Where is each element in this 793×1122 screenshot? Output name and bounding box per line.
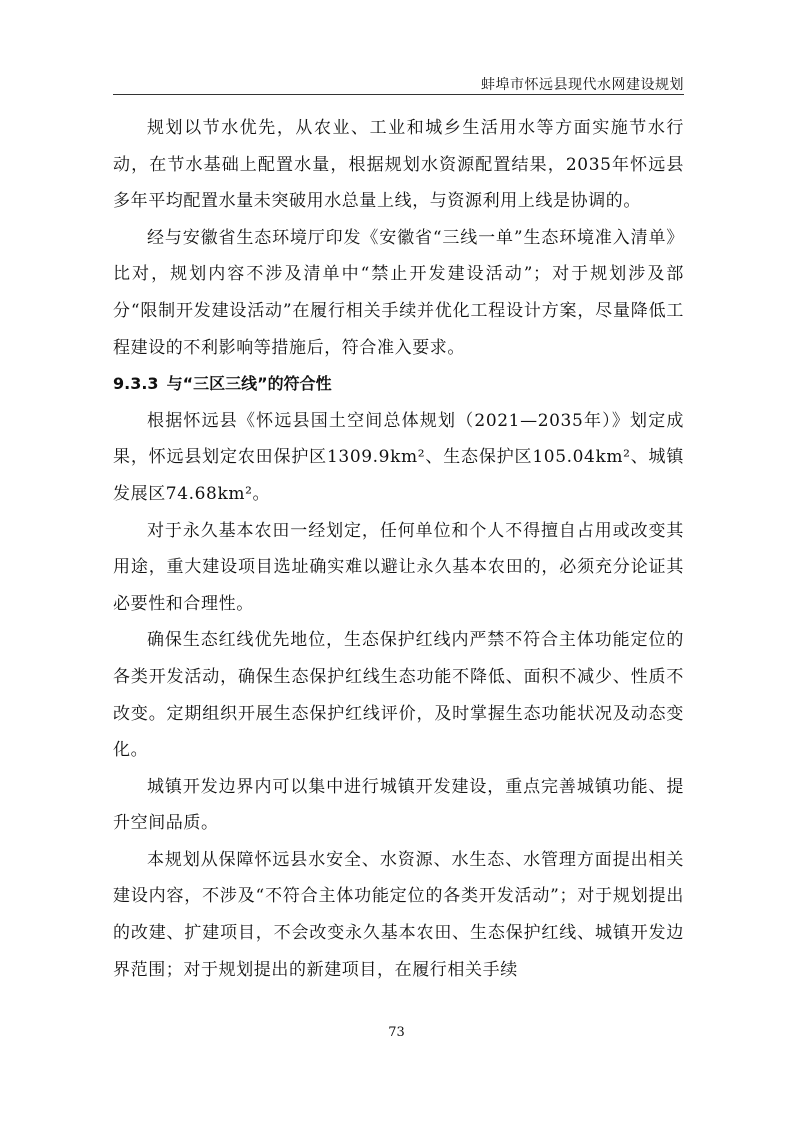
body-paragraph: 城镇开发边界内可以集中进行城镇开发建设，重点完善城镇功能、提升空间品质。 bbox=[113, 776, 684, 834]
body-paragraph: 经与安徽省生态环境厅印发《安徽省“三线一单”生态环境准入清单》比对，规划内容不涉及清单中“禁止开发建设活动”；对于规划涉及部分“限制开发建设活动”在履行相关手续并优化工程设计方案，尽量降低工程建设的不利影响等措施后，符合准入要求。 bbox=[113, 227, 684, 358]
body-paragraph: 根据怀远县《怀远县国土空间总体规划（2021—2035年）》划定成果，怀远县划定农田保护区1309.9km²、生态保护区105.04km²、城镇发展区74.68km²。 bbox=[113, 410, 684, 504]
body-paragraph: 对于永久基本农田一经划定，任何单位和个人不得擅自占用或改变其用途，重大建设项目选址确实难以避让永久基本农田的，必须充分论证其必要性和合理性。 bbox=[113, 520, 684, 614]
page-number: 73 bbox=[388, 1025, 405, 1040]
page-header bbox=[113, 72, 684, 95]
section-title: 与“三区三线”的符合性 bbox=[166, 374, 332, 394]
body-paragraph: 确保生态红线优先地位，生态保护红线内严禁不符合主体功能定位的各类开发活动，确保生态保护红线生态功能不降低、面积不减少、性质不改变。定期组织开展生态保护红线评价，及时掌握生态功能状况及动态变化。 bbox=[113, 630, 684, 761]
body-paragraph: 本规划从保障怀远县水安全、水资源、水生态、水管理方面提出相关建设内容，不涉及“不符合主体功能定位的各类开发活动”；对于规划提出的改建、扩建项目，不会改变永久基本农田、生态保护红线、城镇开发边界范围；对于规划提出的新建项目，在履行相关手续 bbox=[113, 849, 684, 980]
page-body bbox=[113, 110, 684, 988]
document-title: 蚌埠市怀远县现代水网建设规划 bbox=[481, 77, 684, 93]
section-number: 9.3.3 bbox=[113, 374, 159, 394]
body-paragraph: 规划以节水优先，从农业、工业和城乡生活用水等方面实施节水行动，在节水基础上配置水量，根据规划水资源配置结果，2035年怀远县多年平均配置水量未突破用水总量上线，与资源利用上线是协调的。 bbox=[113, 118, 684, 212]
section-heading bbox=[113, 366, 684, 403]
